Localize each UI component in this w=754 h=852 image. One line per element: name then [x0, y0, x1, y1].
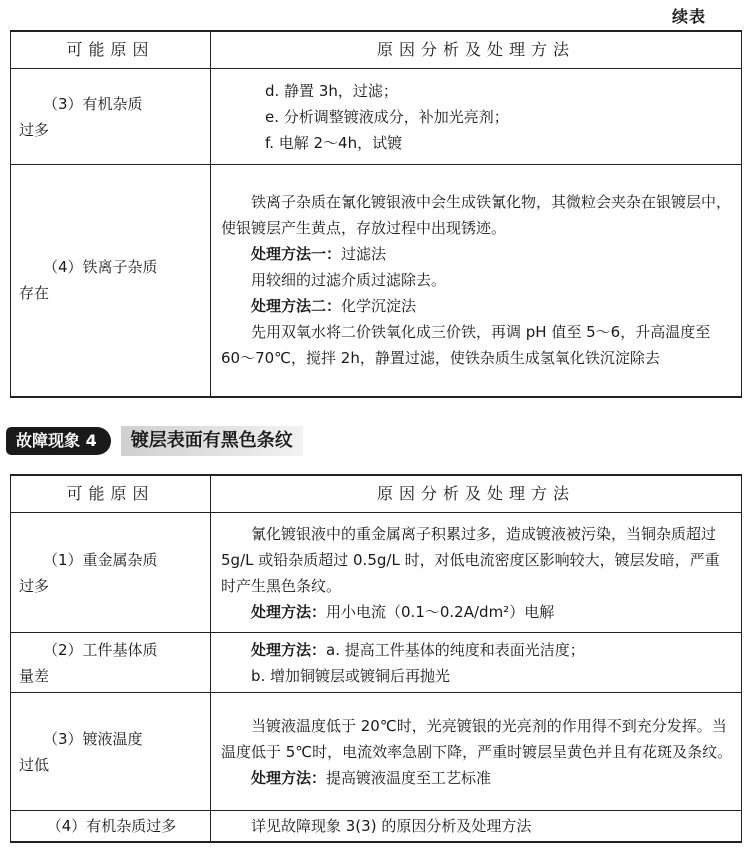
method-label: 处理方法二： [251, 297, 342, 316]
method-label: 处理方法： [251, 768, 327, 787]
method-detail: 先用双氧水将二价铁氧化成三价铁，再调 pH 值至 5～6，升高温度至 60～70℃，搅拌 2h，静置过滤，使铁杂质生成氢氧化铁沉淀除去 [221, 323, 711, 368]
table-row [11, 633, 742, 693]
header-analysis: 原因分析及处理方法 [211, 31, 742, 69]
table-header-row [11, 31, 742, 69]
analysis-cell [211, 165, 742, 397]
analysis-cell [211, 693, 742, 811]
cause-cell: （4）有机杂质过多 [11, 811, 211, 843]
table-row [11, 693, 742, 811]
analysis-paragraph: 铁离子杂质在氰化镀银液中会生成铁氰化物，其微粒会夹杂在银镀层中，使银镀层产生黄点，存放过程中出现锈迹。 [221, 193, 732, 238]
fault-heading [6, 425, 303, 457]
method-detail: b. 增加铜镀层或镀铜后再抛光 [251, 666, 451, 685]
header-cause: 可能原因 [11, 31, 211, 69]
table-row [11, 811, 742, 843]
fault4-table [10, 474, 742, 843]
table-row [11, 69, 742, 165]
header-cause: 可能原因 [11, 475, 211, 513]
continued-label: 续表 [671, 7, 706, 26]
method-text: 过滤法 [341, 245, 387, 264]
method-label: 处理方法一： [251, 245, 342, 264]
method-label: 处理方法： [251, 640, 327, 659]
cause-cell: （3）镀液温度 过低 [11, 693, 211, 811]
analysis-cell [211, 69, 742, 165]
analysis-cell [211, 811, 742, 843]
analysis-cell [211, 513, 742, 633]
fault-title: 镀层表面有黑色条纹 [121, 426, 303, 456]
analysis-paragraph: 详见故障现象 3(3) 的原因分析及处理方法 [251, 817, 532, 835]
cause-cell: （1）重金属杂质 过多 [11, 513, 211, 633]
cause-cell: （2）工件基体质 量差 [11, 633, 211, 693]
step-line: f. 电解 2～4h，试镀 [265, 133, 403, 152]
method-label: 处理方法： [251, 602, 327, 621]
method-detail: 用较细的过滤介质过滤除去。 [251, 271, 447, 290]
analysis-paragraph: 氰化镀银液中的重金属离子积累过多，造成镀液被污染，当铜杂质超过 5g/L 或铅杂质超过 0.5g/L 时，对低电流密度区影响较大，镀层发暗，严重时产生黑色条纹。 [221, 524, 720, 595]
table-row [11, 513, 742, 633]
fault-badge: 故障现象 4 [6, 427, 111, 455]
cause-cell: （3）有机杂质 过多 [11, 69, 211, 165]
table-row [11, 165, 742, 397]
table-header-row [11, 475, 742, 513]
step-line: e. 分析调整镀液成分，补加光亮剂； [265, 107, 509, 126]
analysis-paragraph: 当镀液温度低于 20℃时，光亮镀银的光亮剂的作用得不到充分发挥。当温度低于 5℃时，电流效率急剧下降，严重时镀层呈黄色并且有花斑及条纹。 [221, 716, 733, 761]
method-text: 用小电流（0.1～0.2A/dm²）电解 [326, 602, 555, 621]
method-text: 化学沉淀法 [341, 297, 417, 316]
header-analysis: 原因分析及处理方法 [211, 475, 742, 513]
analysis-cell [211, 633, 742, 693]
method-text: 提高镀液温度至工艺标准 [326, 768, 492, 787]
step-line: d. 静置 3h，过滤； [265, 81, 398, 100]
cause-cell: （4）铁离子杂质 存在 [11, 165, 211, 397]
method-text: a. 提高工件基体的纯度和表面光洁度； [326, 640, 585, 659]
fault-table-continued [10, 30, 742, 398]
